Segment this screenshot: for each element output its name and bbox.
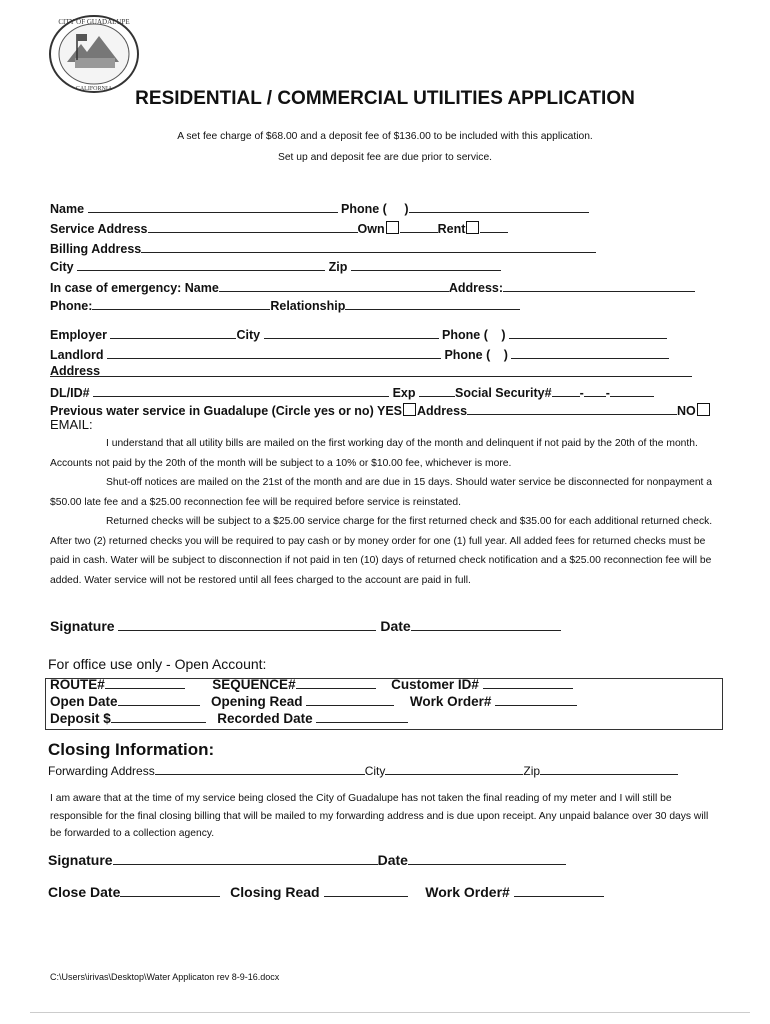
opening-read-label: Opening Read <box>211 694 303 709</box>
employer-phone-label: Phone ( <box>442 328 488 342</box>
form-title: RESIDENTIAL / COMMERCIAL UTILITIES APPLICATION <box>135 88 635 109</box>
ssn-field-1[interactable] <box>552 384 580 397</box>
landlord-phone-field[interactable] <box>511 346 669 359</box>
footer-file-path: C:\Users\irivas\Desktop\Water Applicaton rev 8-9-16.docx <box>50 972 280 982</box>
own-label: Own <box>357 222 385 236</box>
city-zip-row <box>50 258 501 274</box>
closing-city-field[interactable] <box>385 762 523 775</box>
terms-text <box>50 434 720 590</box>
service-row <box>50 220 508 236</box>
service-address-field[interactable] <box>148 220 358 233</box>
landlord-row <box>50 346 669 362</box>
office-row-1 <box>50 676 573 692</box>
closing-work-order-field[interactable] <box>514 884 604 897</box>
closing-date-label: Date <box>377 852 408 868</box>
city-label: City <box>50 260 74 274</box>
previous-service-label: Previous water service in Guadalupe (Circle yes or no) YES <box>50 404 402 418</box>
no-label: NO <box>677 404 696 418</box>
seal-bottom-text: CALIFORNIA <box>75 86 113 92</box>
dlid-field[interactable] <box>93 384 389 397</box>
name-label: Name <box>50 202 85 216</box>
zip-label: Zip <box>328 260 348 274</box>
employer-label: Employer <box>50 328 107 342</box>
emergency-phone-label: Phone: <box>50 299 93 313</box>
route-label: ROUTE# <box>50 677 105 692</box>
name-field[interactable] <box>88 200 338 213</box>
closing-date-field[interactable] <box>408 852 566 865</box>
close-row <box>48 884 604 900</box>
closing-signature-row <box>48 852 566 868</box>
forwarding-row <box>48 762 678 778</box>
previous-address-label: Address <box>417 404 468 418</box>
city-seal <box>47 14 141 94</box>
billing-row <box>50 240 596 256</box>
emergency-phone-field[interactable] <box>92 297 270 310</box>
exp-label: Exp <box>392 386 416 400</box>
email-label: EMAIL: <box>50 417 93 432</box>
closing-signature-field[interactable] <box>113 852 378 865</box>
recorded-date-label: Recorded Date <box>217 711 313 726</box>
closing-zip-label: Zip <box>523 764 541 778</box>
terms-billing: I understand that all utility bills are mailed on the first working day of the month and delinquent if not paid by the 20th of the month. Accounts not paid by the 20th of the month will be subject to a 10% or $10.00 fee, whichever is more. <box>50 438 698 469</box>
phone-label: Phone ( <box>341 202 387 216</box>
open-date-field[interactable] <box>118 693 200 706</box>
date-field[interactable] <box>411 618 561 631</box>
close-date-field[interactable] <box>120 884 220 897</box>
terms-shutoff: Shut-off notices are mailed on the 21st of the month and are due in 15 days. Should water service be disconnected for nonpayment a $50.00 late fee and a $25.00 reconnection fee will be required before service is reinstated. <box>50 477 712 508</box>
emergency-name-label: In case of emergency: Name <box>50 281 219 295</box>
service-address-label: Service Address <box>50 222 148 236</box>
landlord-address-field[interactable] <box>50 376 692 377</box>
close-date-label: Close Date <box>48 884 121 900</box>
closing-heading: Closing Information: <box>48 740 215 759</box>
closing-work-order-label: Work Order# <box>425 884 510 900</box>
open-date-label: Open Date <box>50 694 118 709</box>
forwarding-field[interactable] <box>155 762 365 775</box>
billing-address-label: Billing Address <box>50 242 142 256</box>
exp-field[interactable] <box>419 384 455 397</box>
ssn-label: Social Security# <box>454 386 552 400</box>
forwarding-label: Forwarding Address <box>48 764 155 778</box>
employer-phone-field[interactable] <box>509 326 667 339</box>
zip-field[interactable] <box>351 258 501 271</box>
closing-signature-label: Signature <box>48 852 113 868</box>
closing-city-label: City <box>364 764 386 778</box>
date-label: Date <box>380 618 411 634</box>
dlid-label: DL/ID# <box>50 386 90 400</box>
closing-read-field[interactable] <box>324 884 408 897</box>
office-row-2 <box>50 693 577 709</box>
own-checkbox[interactable] <box>386 221 399 234</box>
landlord-label: Landlord <box>50 348 104 362</box>
landlord-field[interactable] <box>107 346 441 359</box>
ssn-field-3[interactable] <box>610 384 654 397</box>
fee-note: A set fee charge of $68.00 and a deposit fee of $136.00 to be included with this application. <box>177 131 593 142</box>
signature-label: Signature <box>50 618 115 634</box>
signature-row <box>50 618 561 634</box>
office-row-3 <box>50 710 408 726</box>
deposit-label: Deposit $ <box>50 711 111 726</box>
customer-id-field[interactable] <box>483 676 573 689</box>
recorded-date-field[interactable] <box>316 710 408 723</box>
emergency-phone-row <box>50 297 520 313</box>
terms-returned-checks: Returned checks will be subject to a $25.00 service charge for the first returned check and $35.00 for each additional returned check. After two (2) returned checks you will be required to pay cash or by money order for one (1) full year. All added fees for returned checks must be paid in cash. Water will be subject to disconnection if not paid in ten (10) days of returned check notification and a $25.00 reconnection fee will be added. Water service will not be restored until all fees charged to the account are paid in full. <box>50 516 713 586</box>
previous-address-field[interactable] <box>467 402 677 415</box>
sequence-label: SEQUENCE# <box>212 677 296 692</box>
previous-service-row <box>50 402 711 418</box>
ssn-field-2[interactable] <box>584 384 606 397</box>
rent-checkbox[interactable] <box>466 221 479 234</box>
sequence-field[interactable] <box>296 676 376 689</box>
office-heading: For office use only - Open Account: <box>48 656 267 672</box>
relationship-field[interactable] <box>345 297 520 310</box>
fee-due-note: Set up and deposit fee are due prior to service. <box>277 152 493 163</box>
emergency-address-field[interactable] <box>503 279 695 292</box>
landlord-address-label: Address <box>50 364 101 378</box>
emergency-row <box>50 279 695 295</box>
phone-paren: ) <box>404 202 409 216</box>
employer-row <box>50 326 667 342</box>
page-edge-line <box>30 1012 750 1013</box>
opening-read-field[interactable] <box>306 693 394 706</box>
yes-checkbox[interactable] <box>403 403 416 416</box>
dlid-row: DL/ID# Exp Social Security# - - <box>50 384 654 400</box>
deposit-field[interactable] <box>111 710 206 723</box>
closing-read-label: Closing Read <box>230 884 320 900</box>
employer-phone-paren: ) <box>501 328 506 342</box>
name-row <box>50 200 589 216</box>
closing-statement: I am aware that at the time of my service being closed the City of Guadalupe has not taken the final reading of my meter and I will still be responsible for the final closing billing that will be mailed to my forwarding address and is due upon receipt. Any unpaid balance over 30 days will be forwarded to a collection agency. <box>50 793 709 839</box>
relationship-label: Relationship <box>270 299 346 313</box>
signature-field[interactable] <box>118 618 376 631</box>
customer-id-label: Customer ID# <box>391 677 479 692</box>
rent-label: Rent <box>437 222 466 236</box>
closing-zip-field[interactable] <box>540 762 678 775</box>
seal-top-text: CITY OF GUADALUPE <box>58 18 130 26</box>
city-field[interactable] <box>77 258 325 271</box>
employer-city-field[interactable] <box>264 326 439 339</box>
billing-address-field[interactable] <box>141 240 596 253</box>
phone-field[interactable] <box>409 200 589 213</box>
landlord-phone-paren: ) <box>503 348 508 362</box>
employer-city-label: City <box>236 328 261 342</box>
no-checkbox[interactable] <box>697 403 710 416</box>
employer-field[interactable] <box>110 326 236 339</box>
route-field[interactable] <box>105 676 185 689</box>
work-order-label: Work Order# <box>409 694 492 709</box>
emergency-address-label: Address: <box>448 281 504 295</box>
work-order-field[interactable] <box>495 693 577 706</box>
landlord-phone-label: Phone ( <box>444 348 491 362</box>
emergency-name-field[interactable] <box>219 279 449 292</box>
